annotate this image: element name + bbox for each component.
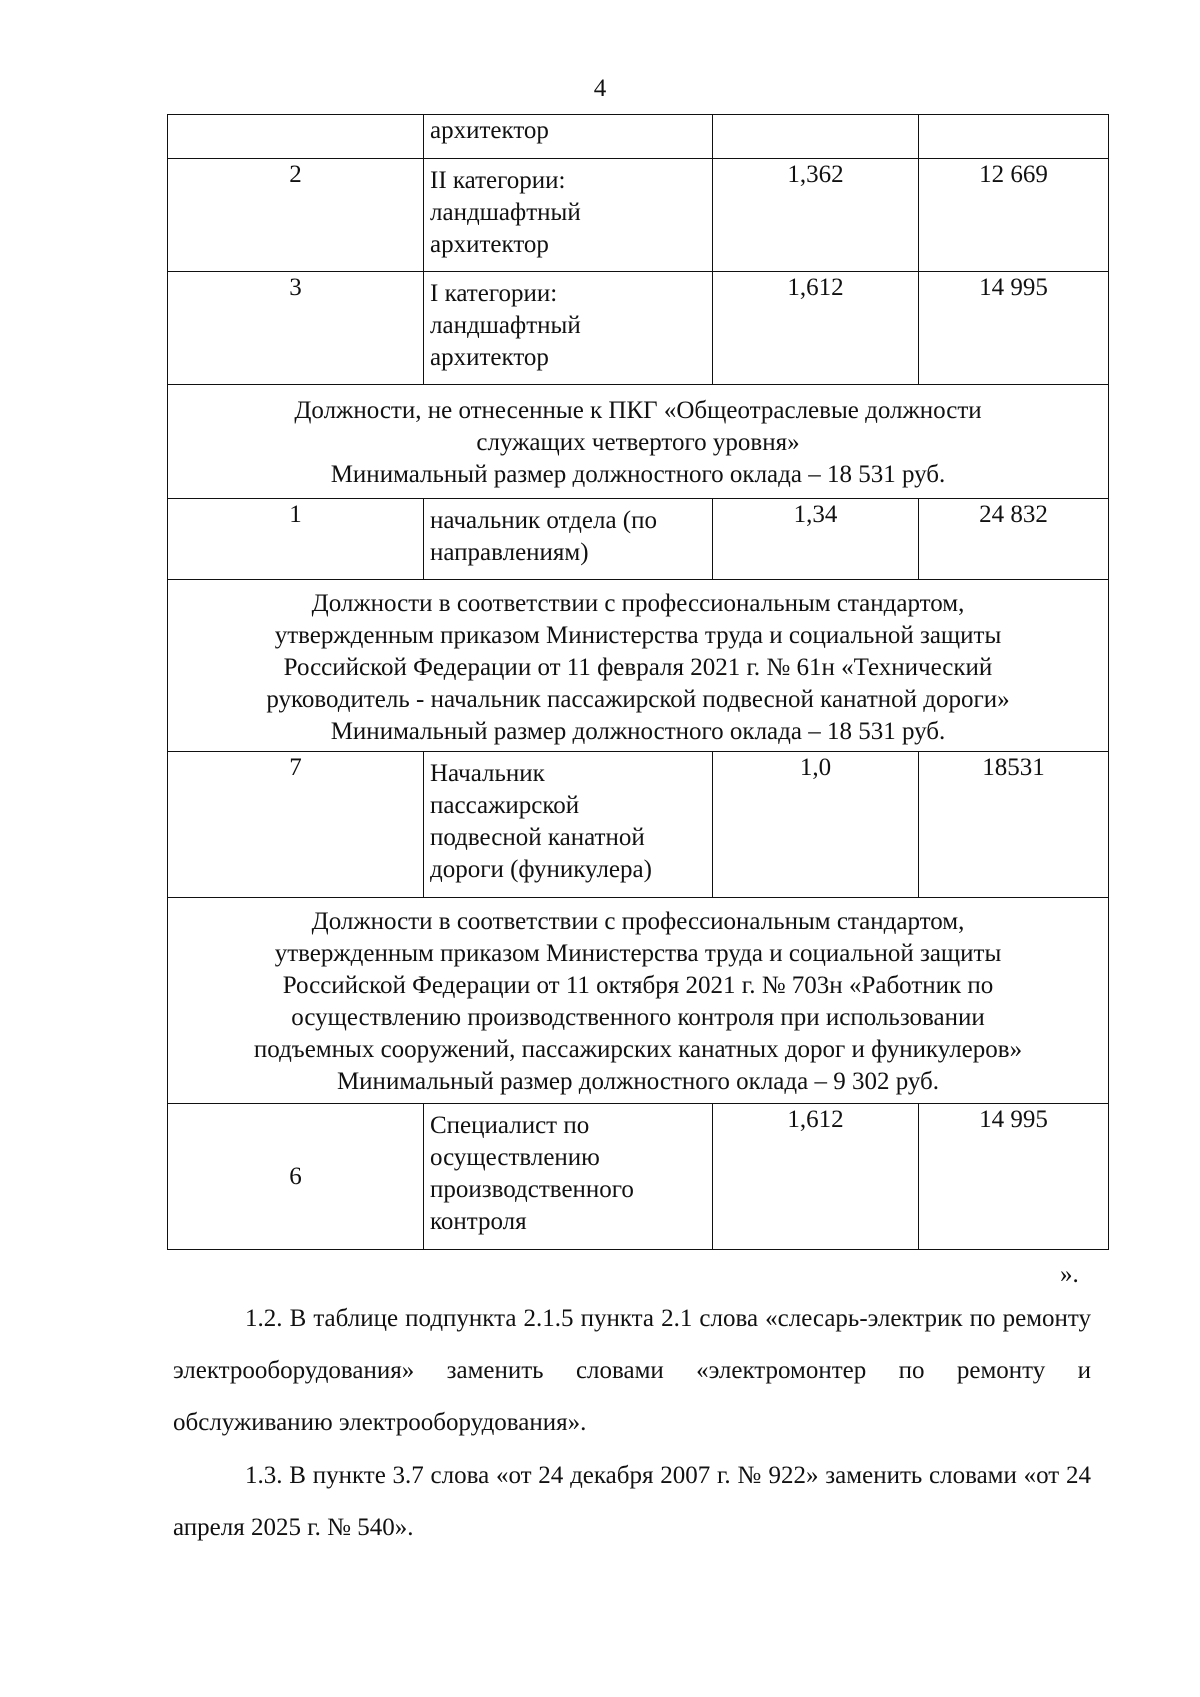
- salary: 12 669: [919, 159, 1109, 272]
- position-name-line: осуществлению: [430, 1144, 600, 1171]
- group-heading-line: руководитель - начальник пассажирской подвесной канатной дороги»: [266, 686, 1010, 713]
- group-heading-line: Должности, не отнесенные к ПКГ «Общеотраслевые должности: [294, 397, 982, 424]
- position-name-line: ландшафтный: [430, 199, 581, 226]
- position-name-line: направлениям): [430, 539, 589, 566]
- position-name: [424, 115, 713, 159]
- coefficient: 1,362: [713, 159, 919, 272]
- group-heading-line: Должности в соответствии с профессиональным стандартом,: [311, 908, 965, 935]
- group-heading-line: утвержденным приказом Министерства труда и социальной защиты: [274, 622, 1002, 649]
- table-row: [168, 499, 1109, 580]
- coefficient: [713, 115, 919, 159]
- position-name-line: контроля: [430, 1208, 527, 1235]
- salary: 14 995: [919, 272, 1109, 385]
- paragraph-1-2: 1.2. В таблице подпункта 2.1.5 пункта 2.1 слова «слесарь-электрик по ремонту электрооборудования» заменить словами «электромонтер по ремонту и обслуживанию электрооборудования».: [173, 1305, 1091, 1436]
- row-number: 2: [168, 159, 424, 272]
- position-name-line: ландшафтный: [430, 312, 581, 339]
- group-heading-line: Российской Федерации от 11 октября 2021 г. № 703н «Работник по: [282, 972, 994, 999]
- row-number: 6: [168, 1104, 424, 1250]
- coefficient: 1,612: [713, 1104, 919, 1250]
- group-heading-row: [168, 580, 1109, 752]
- group-heading-line: подъемных сооружений, пассажирских канатных дорог и фуникулеров»: [253, 1036, 1023, 1063]
- group-heading-line: Минимальный размер должностного оклада – 9 302 руб.: [336, 1068, 940, 1095]
- closing-quote: ».: [1060, 1261, 1079, 1288]
- table-row: [168, 1104, 1109, 1250]
- group-heading-line: Минимальный размер должностного оклада – 18 531 руб.: [330, 461, 946, 488]
- paragraph-1-3: 1.3. В пункте 3.7 слова «от 24 декабря 2007 г. № 922» заменить словами «от 24 апреля 2025 г. № 540».: [173, 1462, 1091, 1541]
- salary: 14 995: [919, 1104, 1109, 1250]
- coefficient: 1,612: [713, 272, 919, 385]
- table-row: [168, 115, 1109, 159]
- group-heading: [168, 898, 1109, 1104]
- group-heading-line: Должности в соответствии с профессиональным стандартом,: [311, 590, 965, 617]
- position-name-line: архитектор: [430, 344, 549, 371]
- salary: 18531: [919, 752, 1109, 898]
- group-heading-line: Минимальный размер должностного оклада – 18 531 руб.: [330, 718, 946, 745]
- group-heading-line: утвержденным приказом Министерства труда и социальной защиты: [274, 940, 1002, 967]
- row-number: 7: [168, 752, 424, 898]
- position-name-line: подвесной канатной: [430, 824, 645, 851]
- position-name: [424, 272, 713, 385]
- position-name-line: пассажирской: [430, 792, 580, 819]
- salary-table: [167, 114, 1109, 1250]
- position-name-line: производственного: [430, 1176, 634, 1203]
- coefficient: 1,0: [713, 752, 919, 898]
- position-name: [424, 499, 713, 580]
- position-name-line: Начальник: [430, 760, 545, 787]
- position-name-line: I категории:: [430, 280, 558, 307]
- position-name-line: II категории:: [430, 167, 566, 194]
- group-heading-row: [168, 385, 1109, 499]
- row-number: 3: [168, 272, 424, 385]
- group-heading-line: служащих четвертого уровня»: [476, 429, 800, 456]
- salary: 24 832: [919, 499, 1109, 580]
- salary: [919, 115, 1109, 159]
- row-number: 1: [168, 499, 424, 580]
- table-row: [168, 272, 1109, 385]
- table-row: [168, 159, 1109, 272]
- row-number: [168, 115, 424, 159]
- position-name-line: Специалист по: [430, 1112, 590, 1139]
- coefficient: 1,34: [713, 499, 919, 580]
- table-row: [168, 752, 1109, 898]
- position-name: [424, 1104, 713, 1250]
- group-heading: [168, 580, 1109, 752]
- group-heading-line: Российской Федерации от 11 февраля 2021 г. № 61н «Технический: [283, 654, 993, 681]
- page-number: 4: [593, 75, 607, 102]
- position-name: [424, 752, 713, 898]
- position-name-line: начальник отдела (по: [430, 507, 658, 534]
- position-name-line: архитектор: [430, 231, 549, 258]
- group-heading: [168, 385, 1109, 499]
- group-heading-line: осуществлению производственного контроля при использовании: [291, 1004, 985, 1031]
- group-heading-row: [168, 898, 1109, 1104]
- position-name-line: дороги (фуникулера): [430, 856, 652, 883]
- position-name-line: архитектор: [430, 117, 549, 144]
- position-name: [424, 159, 713, 272]
